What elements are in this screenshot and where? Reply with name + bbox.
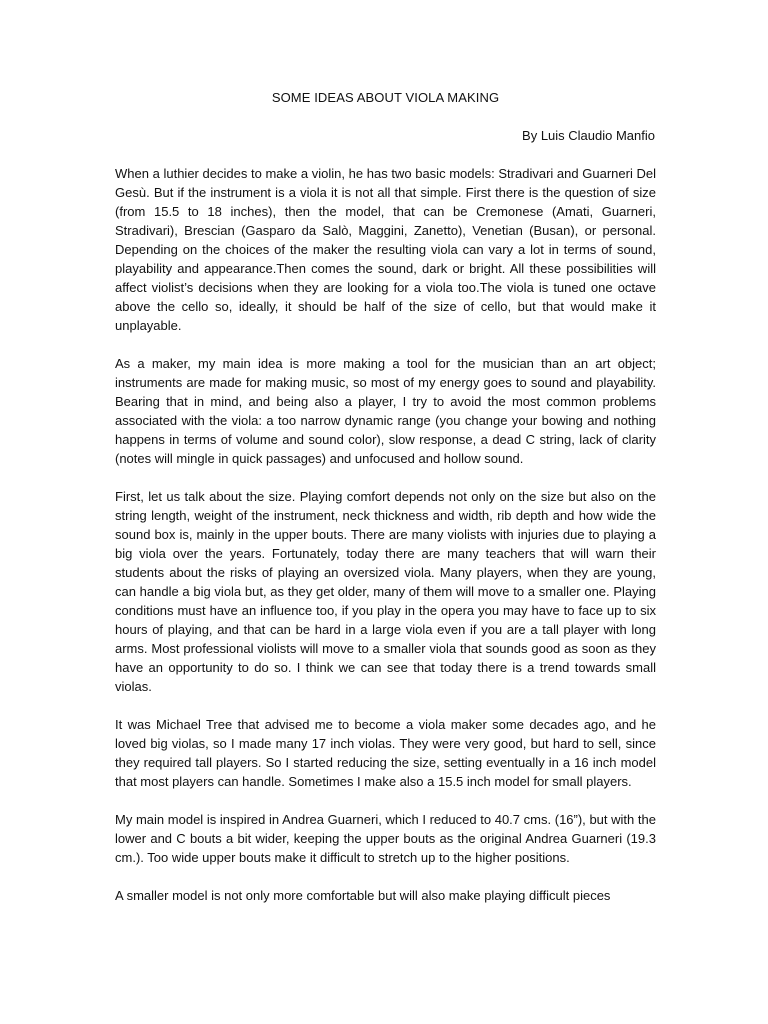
paragraph: A smaller model is not only more comfortable but will also make playing difficult pieces <box>115 888 611 903</box>
document-page <box>115 88 656 905</box>
paragraph: As a maker, my main idea is more making a tool for the musician than an art object; instruments are made for making music, so most of my energy goes to sound and playability. Bearing that in mind, and being also a player, I try to avoid the most common problems associated with the viola: a too narrow dynamic range (you change your bowing and nothing happens in terms of volume and sound color), slow response, a dead C string, lack of clarity (notes will mingle in quick passages) and unfocused and hollow sound. <box>115 356 656 466</box>
paragraph: When a luthier decides to make a violin, he has two basic models: Stradivari and Guarneri Del Gesù. But if the instrument is a viola it is not all that simple. First there is the question of size (from 15.5 to 18 inches), then the model, that can be Cremonese (Amati, Guarneri, Stradivari), Brescian (Gasparo da Salò, Maggini, Zanetto), Venetian (Busan), or personal. Depending on the choices of the maker the resulting viola can vary a lot in terms of sound, playability and appearance.Then comes the sound, dark or bright. All these possibilities will affect violist’s decisions when they are looking for a viola too.The viola is tuned one octave above the cello so, ideally, it should be half of the size of cello, but that would make it unplayable. <box>115 166 656 333</box>
paragraph: It was Michael Tree that advised me to become a viola maker some decades ago, and he loved big violas, so I made many 17 inch violas. They were very good, but hard to sell, since they required tall players. So I started reducing the size, setting eventually in a 16 inch model that most players can handle. Sometimes I make also a 15.5 inch model for small players. <box>115 717 656 789</box>
document-title: SOME IDEAS ABOUT VIOLA MAKING <box>271 90 500 105</box>
paragraph: My main model is inspired in Andrea Guarneri, which I reduced to 40.7 cms. (16”), but with the lower and C bouts a bit wider, keeping the upper bouts as the original Andrea Guarneri (19.3 cm.). Too wide upper bouts make it difficult to stretch up to the higher positions. <box>115 812 656 865</box>
paragraph: First, let us talk about the size. Playing comfort depends not only on the size but also on the string length, weight of the instrument, neck thickness and width, rib depth and how wide the sound box is, mainly in the upper bouts. There are many violists with injuries due to playing a big viola over the years. Fortunately, today there are many teachers that will warn their students about the risks of playing an oversized viola. Many players, when they are young, can handle a big viola but, as they get older, many of them will move to a smaller one. Playing conditions must have an influence too, if you play in the opera you may have to face up to six hours of playing, and that can be hard in a large viola even if you are a tall player with long arms. Most professional violists will move to a smaller viola that sounds good as soon as they have an opportunity to do so. I think we can see that today there is a trend towards small violas. <box>115 489 656 694</box>
author-line: By Luis Claudio Manfio <box>522 128 655 143</box>
